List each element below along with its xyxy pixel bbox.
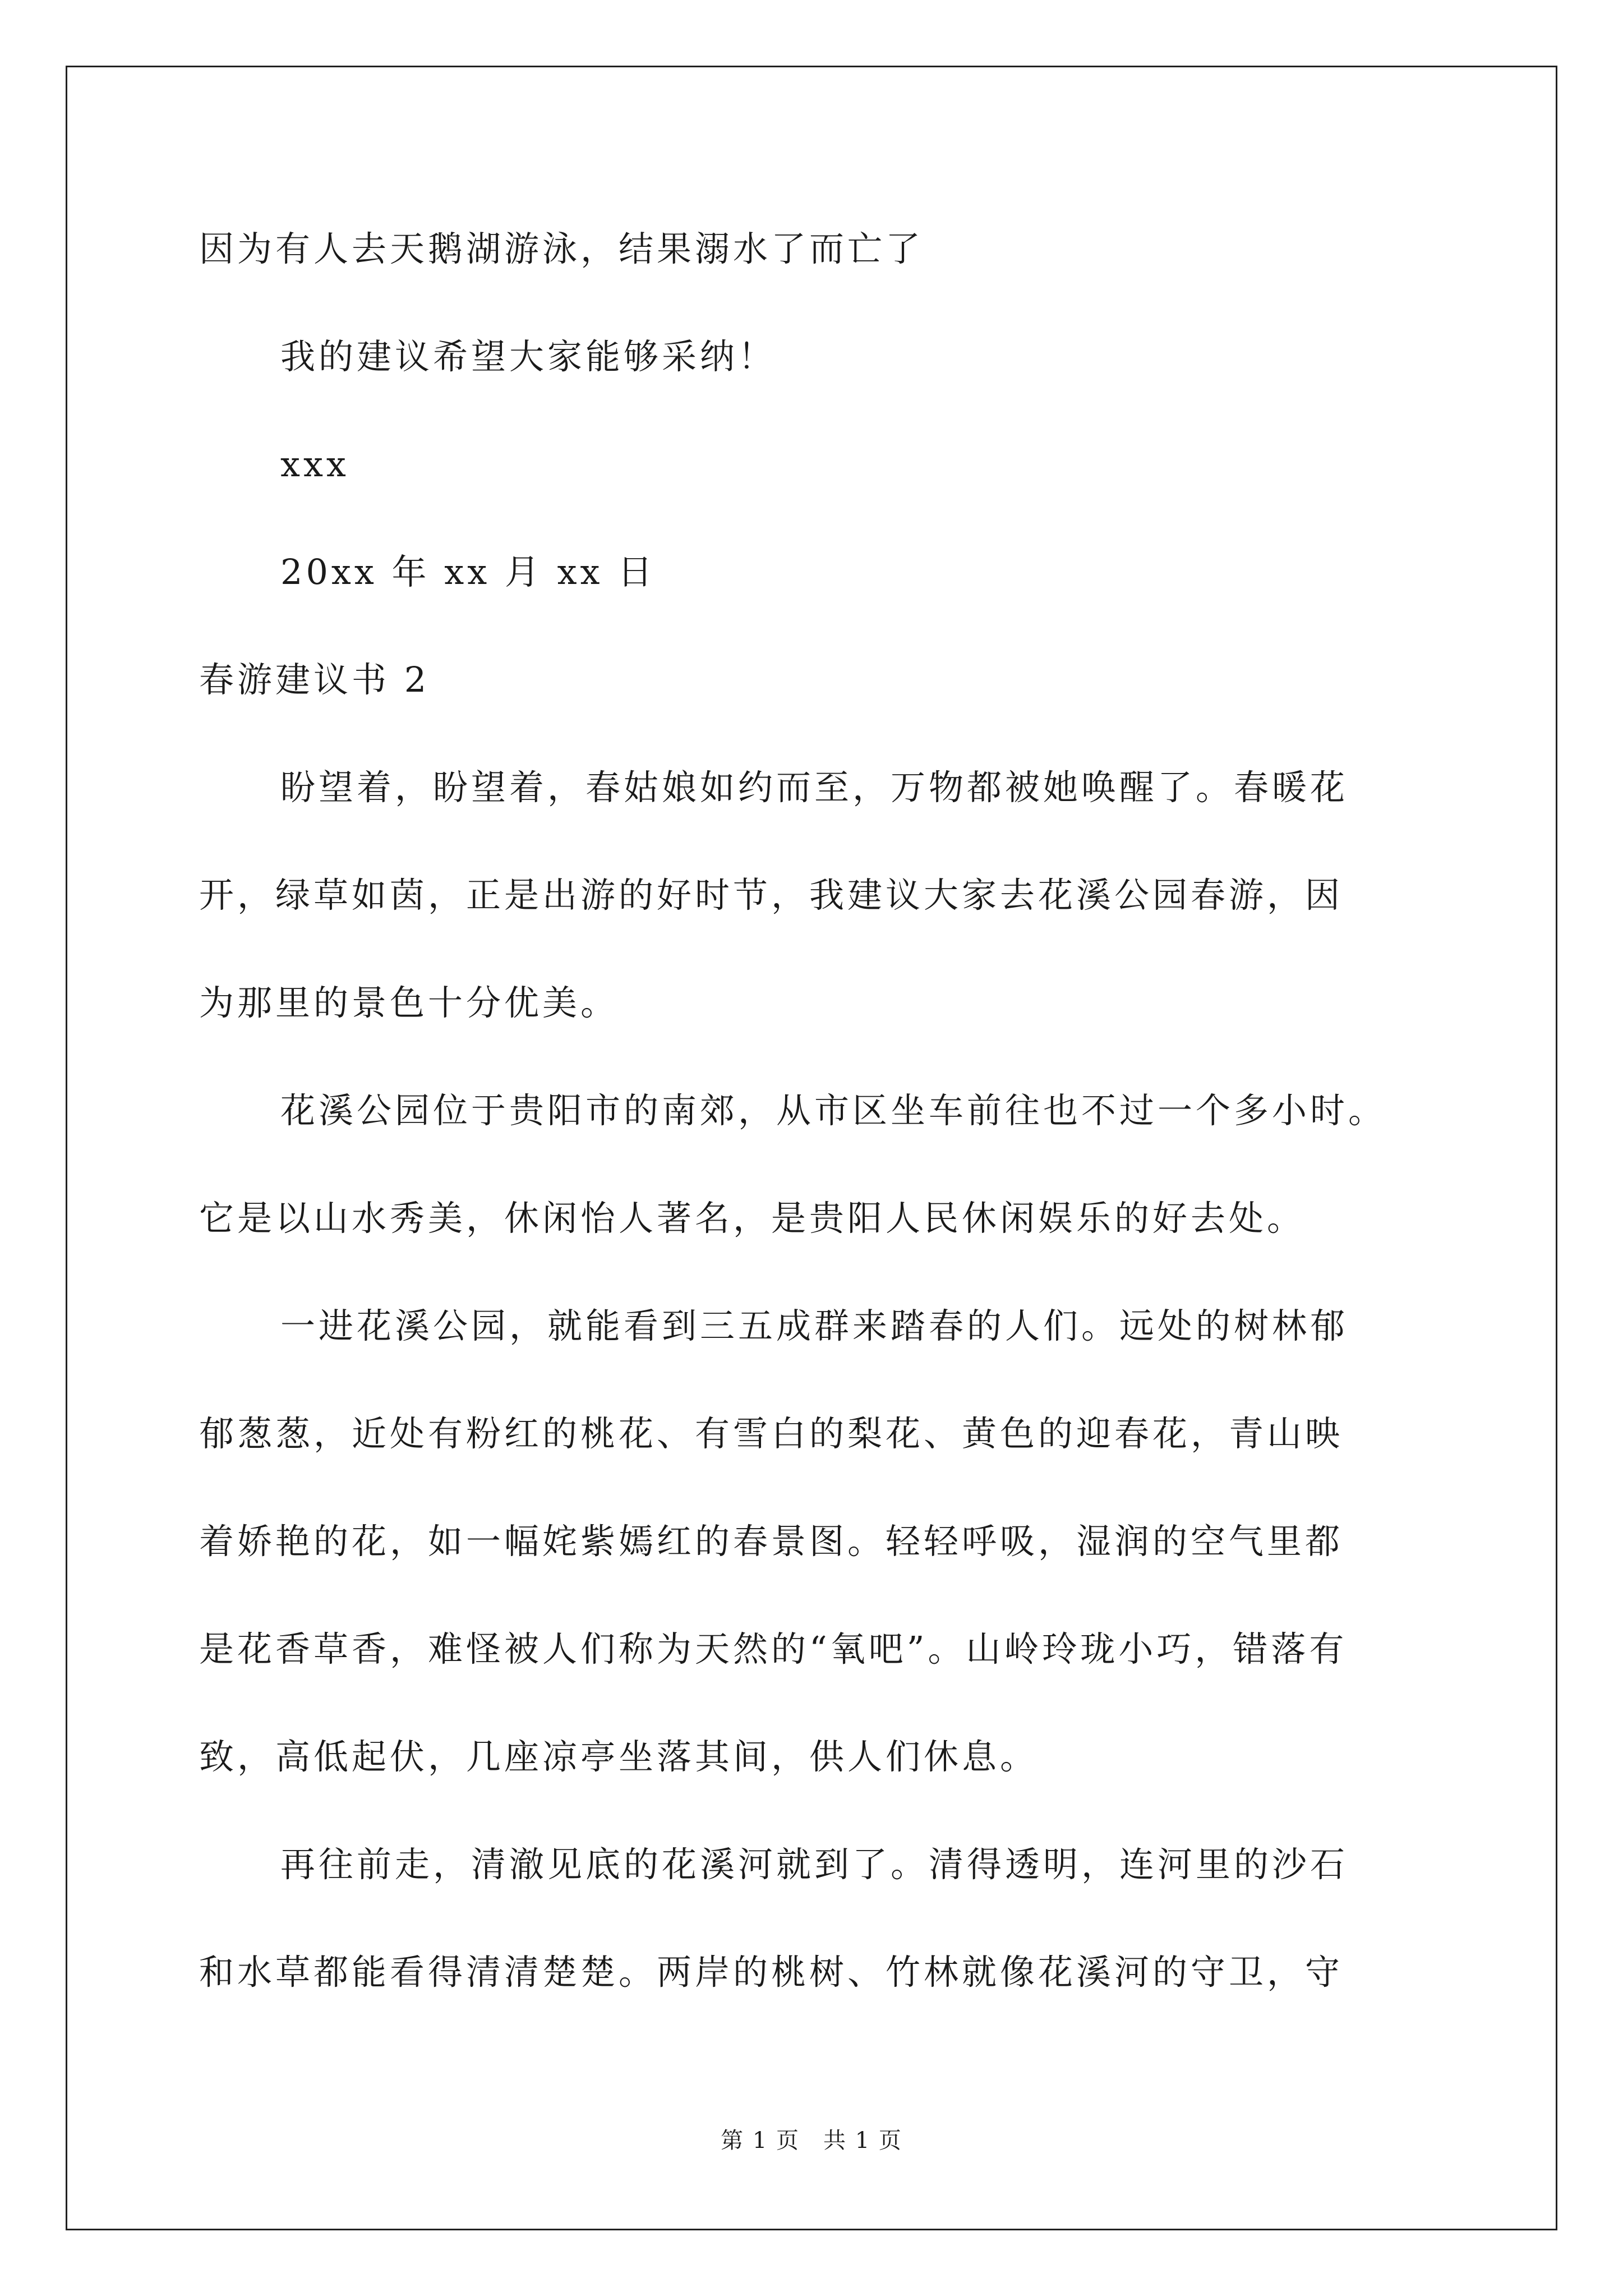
text-line: 着娇艳的花，如一幅姹紫嫣红的春景图。轻轻呼吸，湿润的空气里都 — [199, 1521, 1344, 1562]
page-footer: 第 1 页 共 1 页 — [721, 2128, 902, 2154]
text-line: 我的建议希望大家能够采纳！ — [280, 336, 777, 377]
text-line: 为那里的景色十分优美。 — [199, 982, 619, 1023]
text-line: 盼望着，盼望着，春姑娘如约而至，万物都被她唤醒了。春暖花 — [280, 767, 1349, 808]
text-line: xxx — [280, 444, 349, 485]
text-line: 20xx 年 xx 月 xx 日 — [280, 551, 656, 592]
text-line: 因为有人去天鹅湖游泳，结果溺水了而亡了 — [199, 228, 924, 269]
text-line: 花溪公园位于贵阳市的南郊，从市区坐车前往也不过一个多小时。 — [280, 1090, 1387, 1131]
text-line: 再往前走，清澈见底的花溪河就到了。清得透明，连河里的沙石 — [280, 1844, 1349, 1885]
text-line: 和水草都能看得清清楚楚。两岸的桃树、竹林就像花溪河的守卫，守 — [199, 1952, 1344, 1993]
text-line: 是花香草香，难怪被人们称为天然的“氧吧”。山岭玲珑小巧，错落有 — [199, 1628, 1348, 1669]
text-line: 致，高低起伏，几座凉亭坐落其间，供人们休息。 — [199, 1736, 1039, 1777]
text-line: 开，绿草如茵，正是出游的好时节，我建议大家去花溪公园春游，因 — [199, 875, 1344, 915]
text-line: 郁葱葱，近处有粉红的桃花、有雪白的梨花、黄色的迎春花，青山映 — [199, 1413, 1344, 1454]
text-line: 一进花溪公园，就能看到三五成群来踏春的人们。远处的树林郁 — [280, 1305, 1349, 1346]
text-line: 它是以山水秀美，休闲怡人著名，是贵阳人民休闲娱乐的好去处。 — [199, 1198, 1306, 1239]
section-title: 春游建议书 2 — [199, 659, 430, 700]
page-border — [66, 66, 1557, 2230]
